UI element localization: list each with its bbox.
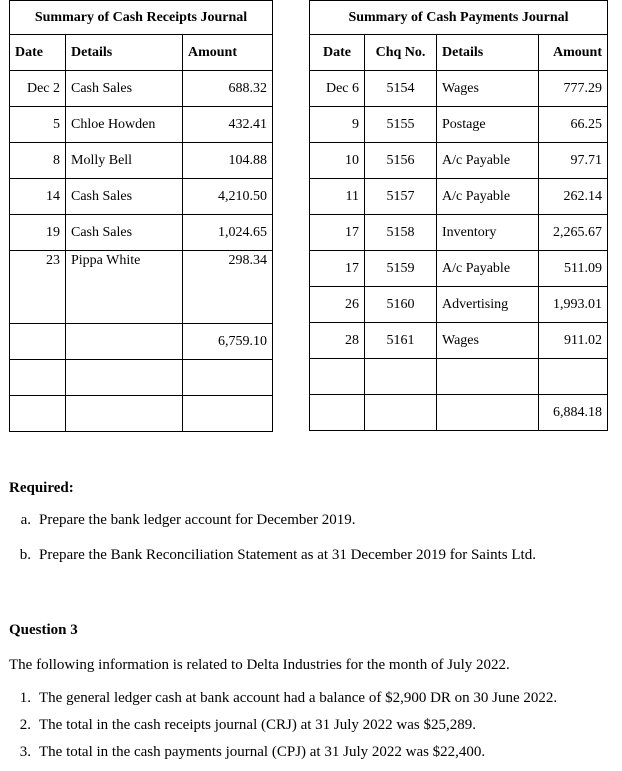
cpj-amount-cell: 911.02 bbox=[539, 323, 608, 359]
crj-header-details: Details bbox=[66, 35, 183, 71]
crj-details-cell: Cash Sales bbox=[66, 179, 183, 215]
crj-date-cell: 19 bbox=[10, 215, 66, 251]
cpj-header-details: Details bbox=[437, 35, 539, 71]
cpj-details-cell: Inventory bbox=[437, 215, 539, 251]
list-item-text: The general ledger cash at bank account had a balance of $2,900 DR on 30 June 2022. bbox=[39, 690, 558, 706]
crj-details-cell: Pippa White bbox=[66, 251, 183, 289]
question-3-item-2 bbox=[9, 717, 476, 734]
cpj-details-cell bbox=[437, 395, 539, 431]
crj-date-cell: 23 bbox=[10, 251, 66, 289]
cpj-chq-cell bbox=[365, 395, 437, 431]
cpj-date-cell bbox=[310, 395, 365, 431]
list-marker: b. bbox=[19, 547, 31, 563]
cpj-date-cell: 17 bbox=[310, 251, 365, 287]
crj-date-cell: 14 bbox=[10, 179, 66, 215]
cpj-date-cell: 26 bbox=[310, 287, 365, 323]
cpj-date-cell bbox=[310, 359, 365, 395]
list-marker: 2. bbox=[19, 717, 31, 733]
table-row bbox=[10, 288, 273, 324]
cpj-details-cell bbox=[437, 359, 539, 395]
cpj-date-cell: 28 bbox=[310, 323, 365, 359]
cpj-amount-cell: 1,993.01 bbox=[539, 287, 608, 323]
cpj-chq-cell: 5160 bbox=[365, 287, 437, 323]
table-row bbox=[310, 323, 608, 359]
cpj-title: Summary of Cash Payments Journal bbox=[310, 1, 608, 35]
crj-details-cell: Chloe Howden bbox=[66, 107, 183, 143]
question-3-item-3 bbox=[9, 744, 485, 761]
crj-amount-cell: 1,024.65 bbox=[183, 215, 273, 251]
cpj-header-chq: Chq No. bbox=[365, 35, 437, 71]
cpj-chq-cell: 5157 bbox=[365, 179, 437, 215]
list-item-text: Prepare the Bank Reconciliation Statement as at 31 December 2019 for Saints Ltd. bbox=[39, 547, 536, 563]
cpj-total-cell: 6,884.18 bbox=[539, 395, 608, 431]
crj-details-cell: Cash Sales bbox=[66, 215, 183, 251]
list-item-text: Prepare the bank ledger account for December 2019. bbox=[39, 512, 356, 528]
cpj-details-cell: Postage bbox=[437, 107, 539, 143]
cpj-date-cell: 9 bbox=[310, 107, 365, 143]
cpj-details-cell: A/c Payable bbox=[437, 179, 539, 215]
table-row bbox=[310, 251, 608, 287]
question-3-item-1 bbox=[9, 690, 557, 707]
crj-date-cell bbox=[10, 360, 66, 396]
crj-date-cell bbox=[10, 288, 66, 324]
list-marker: a. bbox=[20, 512, 31, 528]
cpj-details-cell: Wages bbox=[437, 323, 539, 359]
cpj-chq-cell: 5156 bbox=[365, 143, 437, 179]
table-row bbox=[10, 251, 273, 289]
crj-total-cell: 6,759.10 bbox=[183, 324, 273, 360]
list-marker: 1. bbox=[19, 690, 31, 706]
table-row bbox=[10, 143, 273, 179]
cpj-date-cell: 11 bbox=[310, 179, 365, 215]
cpj-amount-cell: 777.29 bbox=[539, 71, 608, 107]
crj-amount-cell bbox=[183, 288, 273, 324]
table-row bbox=[10, 324, 273, 360]
cpj-chq-cell: 5155 bbox=[365, 107, 437, 143]
table-row bbox=[10, 71, 273, 107]
list-item-text: The total in the cash receipts journal (CRJ) at 31 July 2022 was $25,289. bbox=[39, 717, 476, 733]
table-row bbox=[310, 395, 608, 431]
table-row bbox=[310, 359, 608, 395]
cpj-header-date: Date bbox=[310, 35, 365, 71]
question-3-intro: The following information is related to Delta Industries for the month of July 2022. bbox=[9, 657, 510, 673]
cpj-header-amount: Amount bbox=[539, 35, 608, 71]
crj-header-date: Date bbox=[10, 35, 66, 71]
cpj-date-cell: 10 bbox=[310, 143, 365, 179]
crj-date-cell bbox=[10, 396, 66, 432]
crj-details-cell: Cash Sales bbox=[66, 71, 183, 107]
list-item-text: The total in the cash payments journal (CPJ) at 31 July 2022 was $22,400. bbox=[39, 744, 486, 760]
cpj-chq-cell: 5159 bbox=[365, 251, 437, 287]
cpj-details-cell: Advertising bbox=[437, 287, 539, 323]
crj-date-cell bbox=[10, 324, 66, 360]
cpj-details-cell: A/c Payable bbox=[437, 143, 539, 179]
crj-title: Summary of Cash Receipts Journal bbox=[10, 1, 273, 35]
crj-date-cell: 5 bbox=[10, 107, 66, 143]
cpj-chq-cell bbox=[365, 359, 437, 395]
cpj-chq-cell: 5161 bbox=[365, 323, 437, 359]
crj-amount-cell: 104.88 bbox=[183, 143, 273, 179]
cash-receipts-journal-table bbox=[9, 0, 273, 432]
cpj-date-cell: 17 bbox=[310, 215, 365, 251]
table-row bbox=[310, 179, 608, 215]
cpj-amount-cell: 2,265.67 bbox=[539, 215, 608, 251]
cpj-date-cell: Dec 6 bbox=[310, 71, 365, 107]
crj-header-amount: Amount bbox=[183, 35, 273, 71]
crj-details-cell bbox=[66, 288, 183, 324]
required-item-a bbox=[9, 512, 356, 529]
cpj-amount-cell: 97.71 bbox=[539, 143, 608, 179]
cpj-amount-cell: 262.14 bbox=[539, 179, 608, 215]
cpj-amount-cell: 66.25 bbox=[539, 107, 608, 143]
crj-date-cell: Dec 2 bbox=[10, 71, 66, 107]
crj-amount-cell: 4,210.50 bbox=[183, 179, 273, 215]
cpj-details-cell: Wages bbox=[437, 71, 539, 107]
crj-details-cell bbox=[66, 360, 183, 396]
table-row bbox=[310, 287, 608, 323]
table-row bbox=[310, 107, 608, 143]
required-item-b bbox=[9, 547, 536, 564]
list-marker: 3. bbox=[19, 744, 31, 760]
table-row bbox=[310, 71, 608, 107]
crj-amount-cell: 432.41 bbox=[183, 107, 273, 143]
question-3-heading: Question 3 bbox=[9, 622, 78, 638]
crj-date-cell: 8 bbox=[10, 143, 66, 179]
crj-amount-cell: 688.32 bbox=[183, 71, 273, 107]
required-heading: Required: bbox=[9, 480, 74, 496]
table-row bbox=[10, 396, 273, 432]
table-row bbox=[310, 215, 608, 251]
table-row bbox=[10, 107, 273, 143]
cpj-amount-cell bbox=[539, 359, 608, 395]
cash-payments-journal-table bbox=[309, 0, 608, 431]
table-row bbox=[10, 360, 273, 396]
crj-amount-cell bbox=[183, 360, 273, 396]
crj-amount-cell: 298.34 bbox=[183, 251, 273, 289]
cpj-chq-cell: 5154 bbox=[365, 71, 437, 107]
cpj-details-cell: A/c Payable bbox=[437, 251, 539, 287]
table-row bbox=[10, 215, 273, 251]
crj-details-cell bbox=[66, 396, 183, 432]
crj-details-cell: Molly Bell bbox=[66, 143, 183, 179]
cpj-chq-cell: 5158 bbox=[365, 215, 437, 251]
cpj-amount-cell: 511.09 bbox=[539, 251, 608, 287]
crj-details-cell bbox=[66, 324, 183, 360]
table-row bbox=[10, 179, 273, 215]
table-row bbox=[310, 143, 608, 179]
crj-amount-cell bbox=[183, 396, 273, 432]
